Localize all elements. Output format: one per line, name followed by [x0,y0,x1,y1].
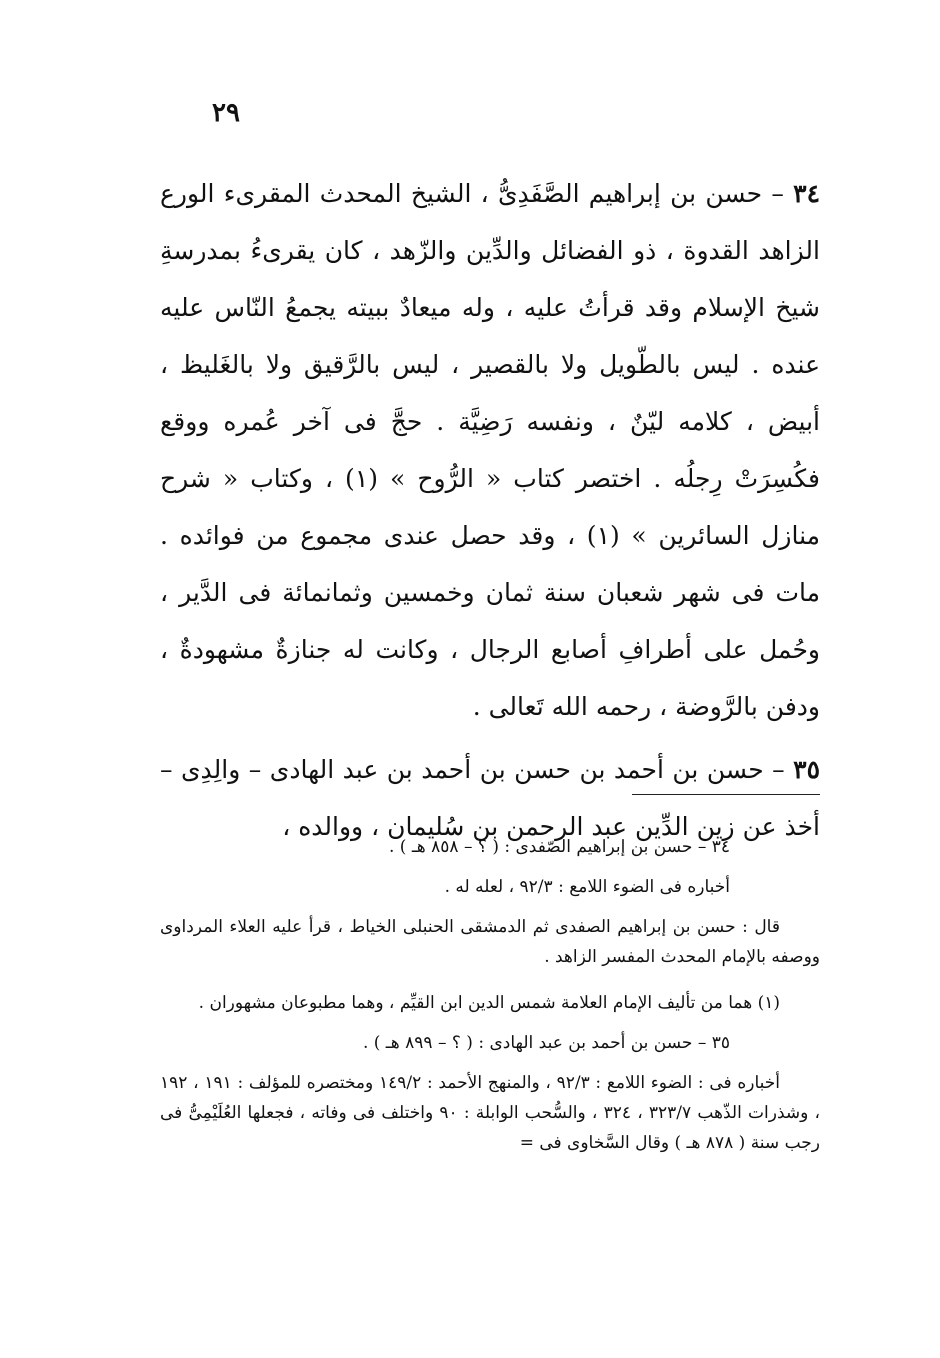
footnote-divider [632,794,820,795]
footnote-34-paragraph: قال : حسن بن إبراهيم الصفدى ثم الدمشقى الحنبلى الخياط ، قرأ عليه العلاء المرداوى ووصفه بالإمام المحدث المفسر الزاهد . [160,917,820,967]
entry-number: ٣٥ [793,755,820,784]
entry-text: – حسن بن أحمد بن حسن بن أحمد بن عبد الهادى – والِدِى – أخذ عن زين الدِّين عبد الرحمن بن سُليمان ، ووالده ، [160,755,820,841]
footnote-34-reference: أخباره فى الضوء اللامع : ٩٢/٣ ، لعله له . [444,877,730,897]
page-number: ٢٩ [212,98,240,128]
footnote-35-paragraph: أخباره فى : الضوء اللامع : ٩٢/٣ ، والمنهج الأحمد : ١٤٩/٢ ومختصره للمؤلف : ١٩١ ، ١٩٢ ، وشذرات الذّهب ٣٢٣/٧ ، ٣٢٤ ، والسُّحب الوابلة : ٩٠ واختلف فى وفاته ، فجعلها العُلَيْمِىُّ فى رجب سنة ( ٨٧٨ هـ ) وقال السَّخاوى فى = [160,1073,821,1153]
main-text [160,165,820,861]
entry-34 [160,165,820,735]
footnotes [160,832,820,1168]
footnote-35-heading: ٣٥ – حسن بن أحمد بن عبد الهادى : ( ؟ – ٨٩٩ هـ ) . [362,1033,730,1053]
entry-number: ٣٤ [793,179,820,208]
footnote-1: (١) هما من تأليف الإمام العلامة شمس الدين ابن القيِّم ، وهما مطبوعان مشهوران . [198,993,780,1013]
entry-text: – حسن بن إبراهيم الصَّفَدِىُّ ، الشيخ المحدث المقرىء الورع الزاهد القدوة ، ذو الفضائل والدِّين والزّهد ، كان يقرىءُ بمدرسةِ شيخ الإسلام وقد قرأتُ عليه ، وله ميعادٌ ببيته يجمعُ النّاس عليه عنده . ليس بالطّويل ولا بالقصير ، ليس بالرَّقيق ولا بالغَليظ ، أبيض ، كلامه ليّنٌ ، ونفسه رَضِيَّة . حجَّ فى آخر عُمره ووقع فكُسِرَتْ رِجلُه . اختصر كتاب « الرُّوح » (١) ، وكتاب « شرح منازل السائرين » (١) ، وقد حصل عندى مجموع من فوائده . مات فى شهر شعبان سنة ثمان وخمسين وثمانمائة فى الدَّير ، وحُمل على أطرافِ أصابع الرجال ، وكانت له جنازةٌ مشهودةٌ ، ودفن بالرَّوضة ، رحمه الله تَعالى . [160,179,821,721]
footnote-34-heading: ٣٤ – حسن بن إبراهيم الصّفدى : ( ؟ – ٨٥٨ هـ ) . [388,837,730,857]
